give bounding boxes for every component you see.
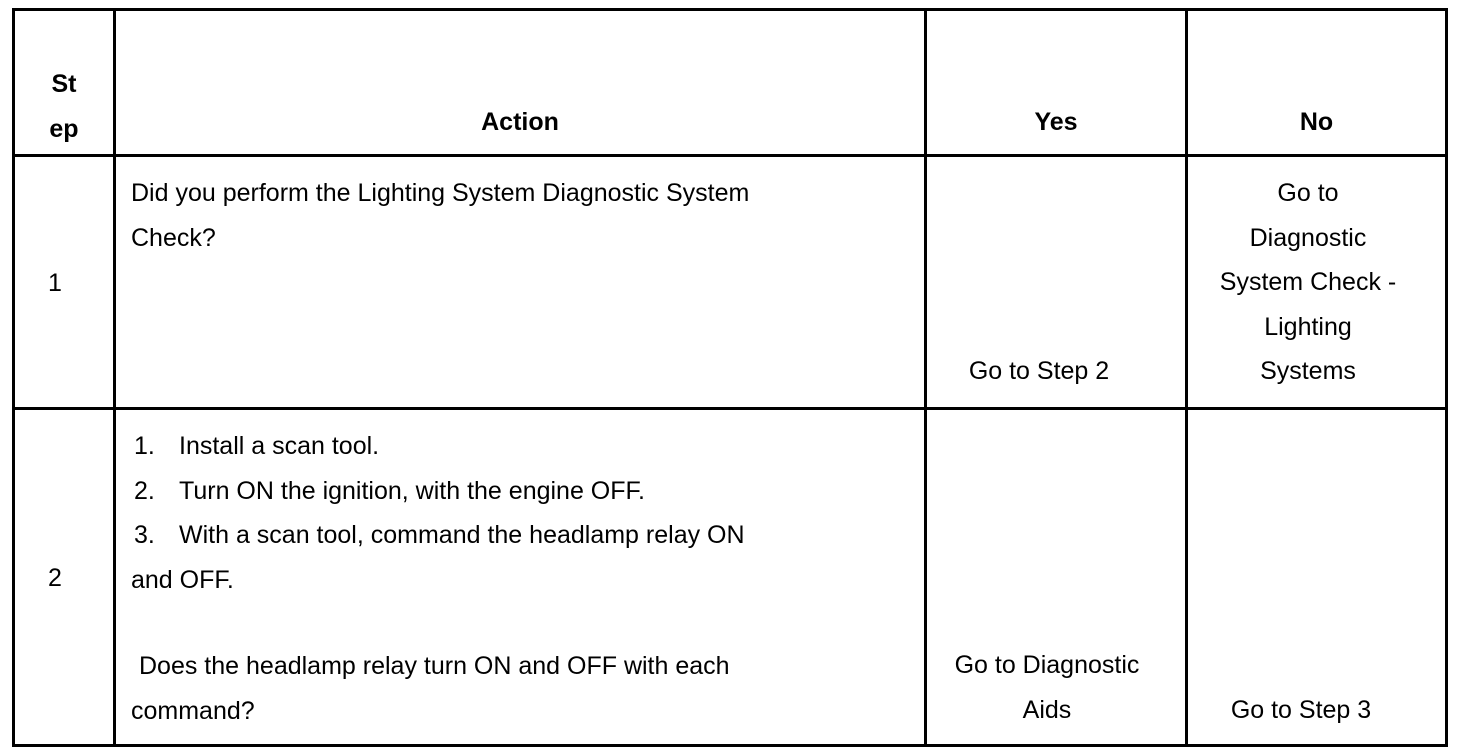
header-action: Action	[481, 108, 559, 136]
row-2-action-question-line-2: command?	[131, 696, 255, 725]
row-1-action	[131, 171, 921, 260]
row-1-action-line-2: Check?	[131, 223, 216, 252]
row-2-yes-line-1: Go to Diagnostic	[954, 651, 1140, 679]
row-2-step: 2	[48, 564, 62, 592]
list-item	[131, 424, 921, 469]
header-step-line-2: ep	[49, 114, 79, 143]
header-step	[15, 62, 113, 151]
row-2-action	[131, 424, 921, 733]
row-divider	[12, 407, 1448, 410]
row-1-no-line-1: Go to	[1277, 179, 1339, 207]
list-item-number: 2.	[134, 476, 155, 505]
table-border-top	[12, 8, 1448, 11]
list-item-text: With a scan tool, command the headlamp relay ON	[179, 521, 745, 549]
row-2-action-question-line-1: Does the headlamp relay turn ON and OFF with each	[139, 652, 730, 680]
row-2-yes-line-2: Aids	[1022, 695, 1072, 724]
table-border-right	[1445, 8, 1448, 747]
header-yes: Yes	[1034, 108, 1078, 136]
row-1-action-line-1: Did you perform the Lighting System Diagnostic System	[131, 179, 750, 207]
list-item-number: 3.	[134, 521, 155, 549]
list-item	[131, 469, 921, 514]
row-2-no: Go to Step 3	[1230, 696, 1372, 724]
row-1-no	[1188, 171, 1428, 394]
list-item	[131, 513, 921, 558]
row-2-yes	[927, 643, 1167, 732]
row-1-no-line-3: System Check -	[1219, 268, 1397, 296]
row-1-no-line-4: Lighting	[1264, 312, 1352, 341]
row-1-no-line-2: Diagnostic	[1249, 223, 1367, 252]
row-2-action-continuation: and OFF.	[131, 565, 234, 594]
row-1-no-line-5: Systems	[1260, 357, 1356, 385]
row-2-action-steps	[131, 424, 921, 558]
header-divider	[12, 154, 1448, 157]
header-no: No	[1299, 108, 1334, 136]
list-item-number: 1.	[134, 432, 155, 460]
header-step-line-1: St	[51, 70, 77, 98]
row-1-yes: Go to Step 2	[968, 357, 1110, 385]
list-item-text: Install a scan tool.	[179, 432, 380, 460]
list-item-text: Turn ON the ignition, with the engine OFF.	[179, 476, 645, 505]
table-border-bottom	[12, 744, 1448, 747]
row-1-step: 1	[48, 269, 62, 297]
